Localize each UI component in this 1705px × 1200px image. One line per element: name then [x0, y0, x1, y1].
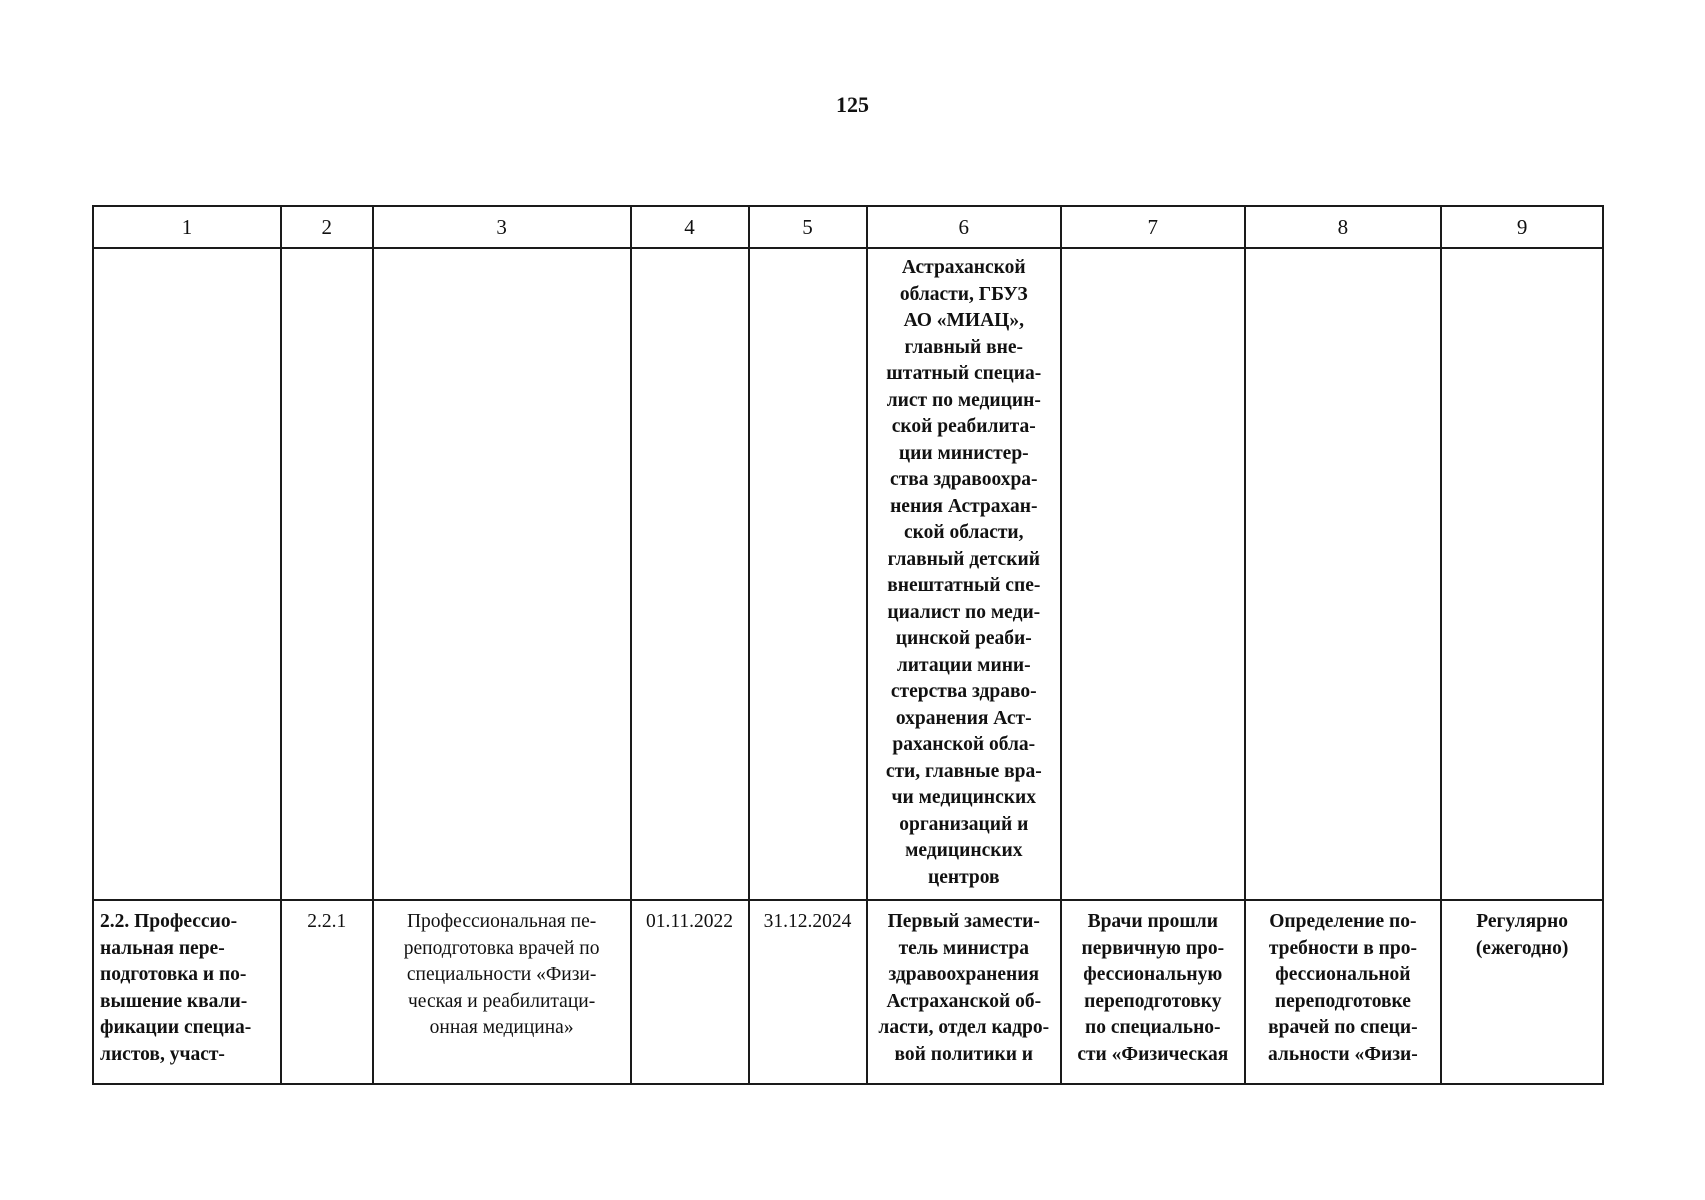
- control-text: Определение по- требности в про- фессиональной переподготовке врачей по специ- альности «Физи-: [1267, 911, 1418, 1065]
- result-cell: [1061, 900, 1245, 1084]
- end-date: 31.12.2024: [763, 911, 852, 932]
- table-cell: [749, 248, 867, 900]
- responsible-cell: [867, 248, 1061, 900]
- header-col-7: 7: [1061, 206, 1245, 248]
- frequency-cell: [1441, 900, 1603, 1084]
- table-cell: [1245, 248, 1442, 900]
- activity-cell: [373, 900, 631, 1084]
- table-header-row: [93, 206, 1603, 248]
- header-col-9: 9: [1441, 206, 1603, 248]
- control-cell: [1245, 900, 1442, 1084]
- table-row-2-2-1: [93, 900, 1603, 1084]
- header-col-4: 4: [631, 206, 749, 248]
- table-cell: [1441, 248, 1603, 900]
- task-cell: [93, 900, 281, 1084]
- responsible-text: Астраханской области, ГБУЗ АО «МИАЦ», главный вне- штатный специа- лист по медицин- ской реабилита- ции министер- ства здравоохра- нения Астрахан- ской области, главный детский внештатный спе- циалист по меди- цинской реаби- литации мини- стерства здраво- охранения Аст- раханской обла- сти, главные вра- чи медицинских организаций и медицинских центров: [885, 257, 1042, 888]
- plan-table: [92, 205, 1604, 1085]
- header-col-3: 3: [373, 206, 631, 248]
- header-col-8: 8: [1245, 206, 1442, 248]
- frequency-text: Регулярно (ежегодно): [1475, 911, 1569, 959]
- start-date: 01.11.2022: [646, 911, 734, 932]
- start-date-cell: [631, 900, 749, 1084]
- responsible-text: Первый замести- тель министра здравоохранения Астраханской об- ласти, отдел кадро- вой политики и: [878, 911, 1050, 1065]
- item-number: 2.2.1: [307, 911, 347, 932]
- table-cell: [93, 248, 281, 900]
- table-cell: [373, 248, 631, 900]
- table-row-continuation: [93, 248, 1603, 900]
- result-text: Врачи прошли первичную про- фессиональную переподготовку по специально- сти «Физическая: [1077, 911, 1229, 1065]
- header-col-1: 1: [93, 206, 281, 248]
- table-cell: [281, 248, 373, 900]
- table-cell: [1061, 248, 1245, 900]
- activity-text: Профессиональная пе- реподготовка врачей по специальности «Физи- ческая и реабилитаци- онная медицина»: [403, 911, 600, 1038]
- header-col-5: 5: [749, 206, 867, 248]
- page-number: 125: [836, 92, 869, 117]
- item-number-cell: [281, 900, 373, 1084]
- header-col-6: 6: [867, 206, 1061, 248]
- task-text: 2.2. Профессио- нальная пере- подготовка и по- вышение квали- фикации специа- листов, участ-: [100, 911, 252, 1065]
- end-date-cell: [749, 900, 867, 1084]
- header-col-2: 2: [281, 206, 373, 248]
- responsible-cell: [867, 900, 1061, 1084]
- table-cell: [631, 248, 749, 900]
